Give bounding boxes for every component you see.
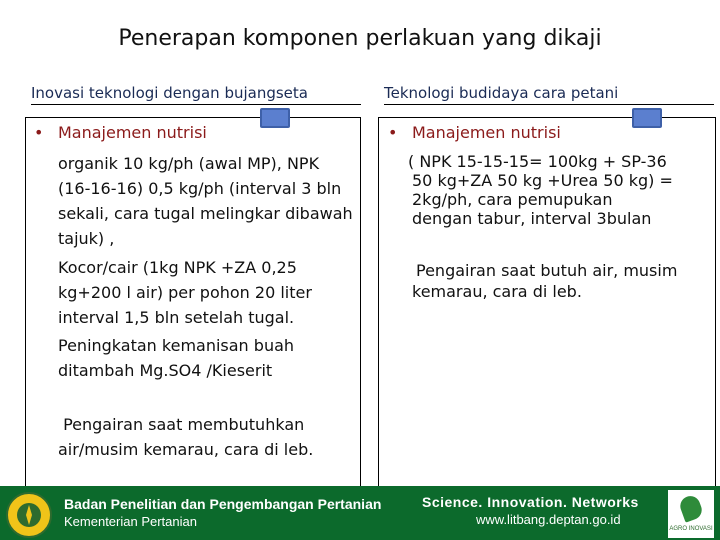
left-line-8: Peningkatan kemanisan buah [58, 336, 295, 355]
right-subheading: Manajemen nutrisi [412, 123, 561, 142]
org-name: Badan Penelitian dan Pengembangan Pertanian [64, 496, 382, 512]
left-bullet: • [34, 123, 44, 142]
leaf-icon [677, 493, 704, 522]
right-line-2: 50 kg+ZA 50 kg +Urea 50 kg) = [412, 171, 673, 190]
badge-label: AGRO INOVASI [669, 526, 713, 532]
right-arrow-marker-icon [632, 108, 662, 128]
left-column-heading: Inovasi teknologi dengan bujangseta [31, 84, 361, 105]
left-line-3: sekali, cara tugal melingkar dibawah [58, 204, 353, 223]
left-line-4: tajuk) , [58, 229, 115, 248]
left-arrow-marker-icon [260, 108, 290, 128]
left-line-9: ditambah Mg.SO4 /Kieserit [58, 361, 273, 380]
left-irrigation-2: air/musim kemarau, cara di leb. [58, 440, 314, 459]
ministry-logo-icon [6, 492, 52, 538]
right-line-3: 2kg/ph, cara pemupukan [412, 190, 613, 209]
left-line-7: interval 1,5 bln setelah tugal. [58, 308, 295, 327]
left-line-2: (16-16-16) 0,5 kg/ph (interval 3 bln [58, 179, 342, 198]
right-line-1: ( NPK 15-15-15= 100kg + SP-36 [408, 152, 667, 171]
right-column-heading: Teknologi budidaya cara petani [384, 84, 714, 105]
left-line-6: kg+200 l air) per pohon 20 liter [58, 283, 312, 302]
right-line-4: dengan tabur, interval 3bulan [412, 209, 652, 228]
right-irrigation-1: Pengairan saat butuh air, musim [416, 261, 678, 280]
agro-inovasi-logo-icon [668, 490, 714, 538]
footer-bar [0, 486, 720, 540]
left-irrigation-1: Pengairan saat membutuhkan [58, 415, 305, 434]
left-subheading: Manajemen nutrisi [58, 123, 207, 142]
ministry-name: Kementerian Pertanian [64, 514, 197, 529]
right-bullet: • [388, 123, 398, 142]
slogan: Science. Innovation. Networks [422, 494, 639, 510]
page-title: Penerapan komponen perlakuan yang dikaji [118, 26, 602, 51]
left-line-5: Kocor/cair (1kg NPK +ZA 0,25 [58, 258, 297, 277]
left-line-1: organik 10 kg/ph (awal MP), NPK [58, 154, 320, 173]
right-irrigation-2: kemarau, cara di leb. [412, 282, 582, 301]
website-link[interactable]: www.litbang.deptan.go.id [476, 512, 621, 527]
